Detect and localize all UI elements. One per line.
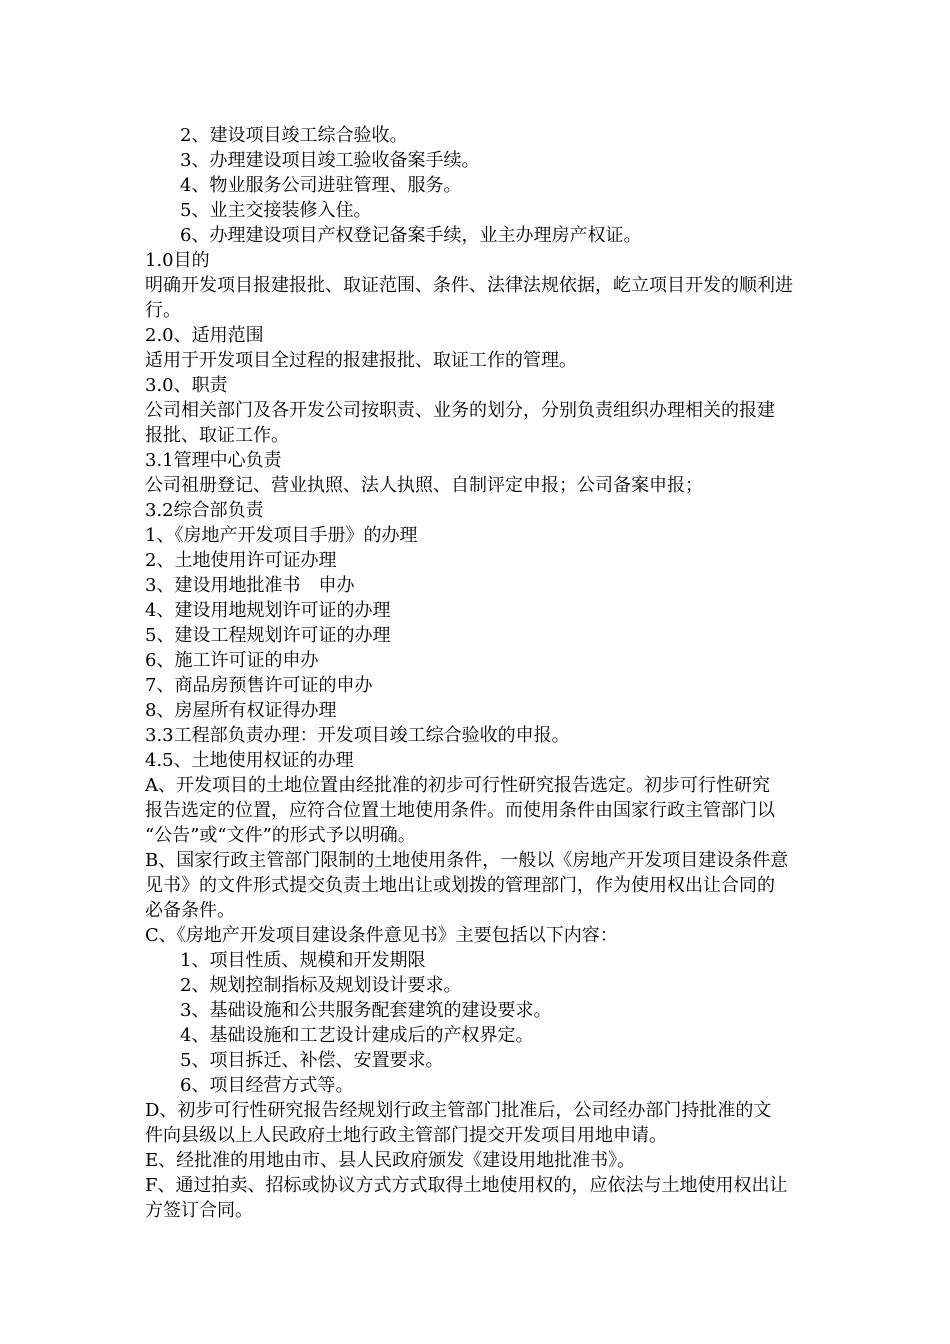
text-line: 方签订合同。 — [145, 1200, 253, 1221]
text-line: 3、办理建设项目竣工验收备案手续。 — [180, 150, 480, 171]
text-line: 2、规划控制指标及规划设计要求。 — [180, 975, 462, 996]
text-line: 7、商品房预售许可证的申办 — [145, 675, 373, 696]
text-line: “公告”或“文件”的形式予以明确。 — [145, 825, 416, 846]
text-line: 3.1管理中心负责 — [145, 450, 282, 471]
text-line: B、国家行政主管部门限制的土地使用条件，一般以《房地产开发项目建设条件意 — [145, 850, 789, 871]
text-line: C、《房地产开发项目建设条件意见书》主要包括以下内容： — [145, 925, 618, 946]
text-line: 5、建设工程规划许可证的办理 — [145, 625, 391, 646]
text-line: 1、《房地产开发项目手册》的办理 — [145, 525, 418, 546]
text-line: 报批、取证工作。 — [145, 425, 289, 446]
text-line: 6、办理建设项目产权登记备案手续，业主办理房产权证。 — [180, 225, 642, 246]
text-line: 4.5、土地使用权证的办理 — [145, 750, 354, 771]
text-line: 行。 — [145, 300, 181, 321]
text-line: 3、基础设施和公共服务配套建筑的建设要求。 — [180, 1000, 552, 1021]
text-line: 6、项目经营方式等。 — [180, 1075, 354, 1096]
text-line: 明确开发项目报建报批、取证范围、条件、法律法规依据，屹立项目开发的顺利进 — [145, 275, 793, 296]
text-line: 4、基础设施和工艺设计建成后的产权界定。 — [180, 1025, 534, 1046]
text-line: A、开发项目的土地位置由经批准的初步可行性研究报告选定。初步可行性研究 — [145, 775, 770, 796]
text-line: D、初步可行性研究报告经规划行政主管部门批准后，公司经办部门持批准的文 — [145, 1100, 772, 1121]
text-line: 公司相关部门及各开发公司按职责、业务的划分，分别负责组织办理相关的报建 — [145, 400, 775, 421]
text-line: 2、建设项目竣工综合验收。 — [180, 125, 408, 146]
text-line: 4、物业服务公司进驻管理、服务。 — [180, 175, 462, 196]
text-line: 3.3工程部负责办理：开发项目竣工综合验收的申报。 — [145, 725, 570, 746]
text-line: 3.0、职责 — [145, 375, 228, 396]
text-line: 3、建设用地批准书 申办 — [145, 575, 355, 596]
text-line: E、经批准的用地由市、县人民政府颁发《建设用地批准书》。 — [145, 1150, 636, 1171]
text-line: 3.2综合部负责 — [145, 500, 264, 521]
text-line: 4、建设用地规划许可证的办理 — [145, 600, 391, 621]
text-line: 2.0、适用范围 — [145, 325, 264, 346]
text-line: 必备条件。 — [145, 900, 235, 921]
text-line: 6、施工许可证的申办 — [145, 650, 319, 671]
text-line: 适用于开发项目全过程的报建报批、取证工作的管理。 — [145, 350, 577, 371]
text-line: 公司祖册登记、营业执照、法人执照、自制评定申报；公司备案申报； — [145, 475, 703, 496]
text-line: 1.0目的 — [145, 250, 210, 271]
text-line: 5、业主交接装修入住。 — [180, 200, 372, 221]
text-line: 5、项目拆迁、补偿、安置要求。 — [180, 1050, 444, 1071]
text-line: 报告选定的位置，应符合位置土地使用条件。而使用条件由国家行政主管部门以 — [145, 800, 775, 821]
text-line: 8、房屋所有权证得办理 — [145, 700, 337, 721]
text-line: 1、项目性质、规模和开发期限 — [180, 950, 426, 971]
text-line: 件向县级以上人民政府土地行政主管部门提交开发项目用地申请。 — [145, 1125, 667, 1146]
text-line: F、通过拍卖、招标或协议方式方式取得土地使用权的，应依法与土地使用权出让 — [145, 1175, 788, 1196]
text-line: 见书》的文件形式提交负责土地出让或划拨的管理部门，作为使用权出让合同的 — [145, 875, 775, 896]
text-line: 2、土地使用许可证办理 — [145, 550, 337, 571]
